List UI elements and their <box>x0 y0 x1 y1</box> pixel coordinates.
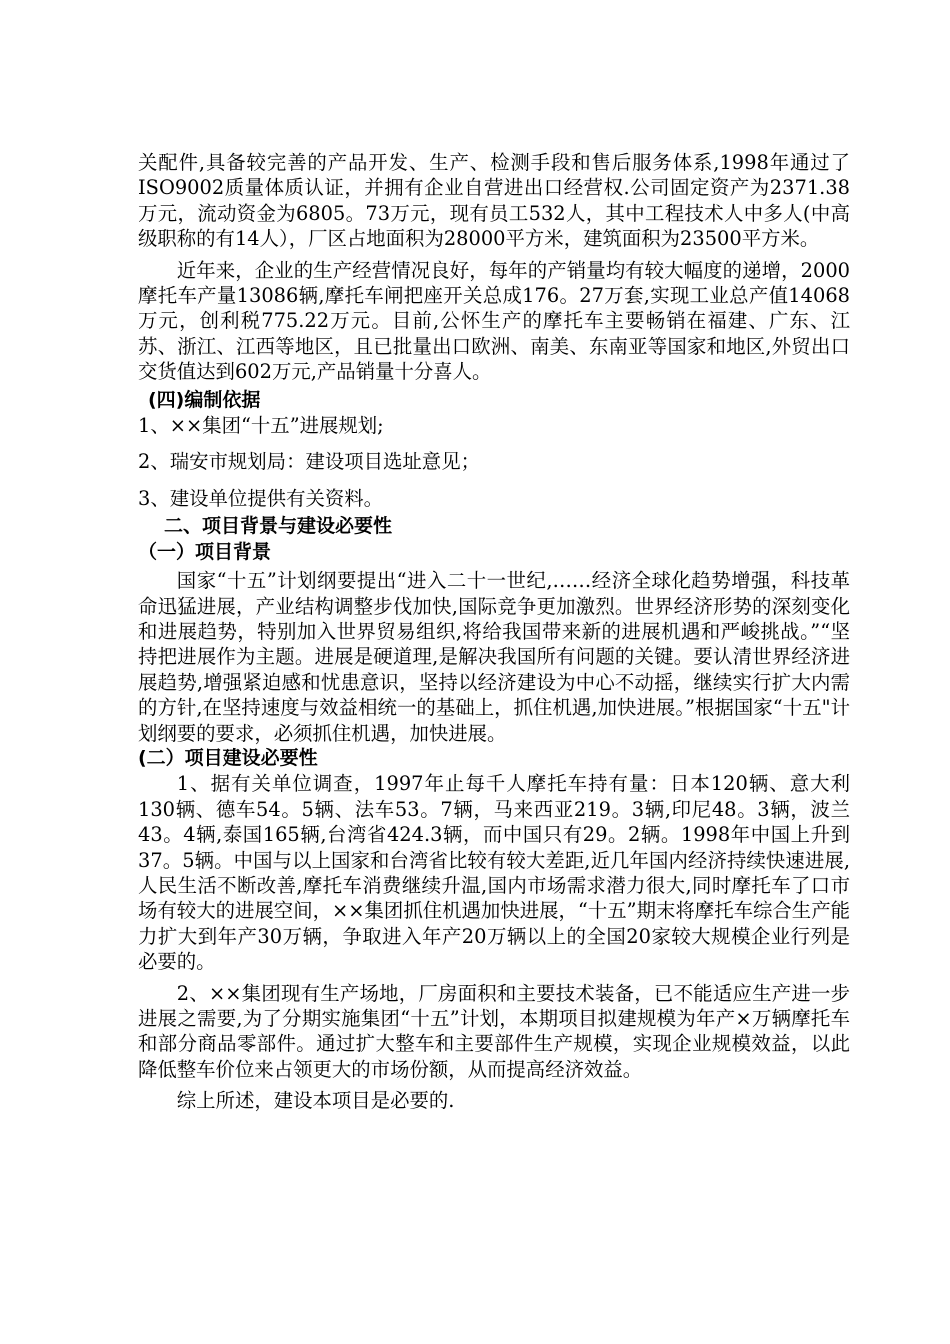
background-paragraph: 国家“十五”计划纲要提出“进入二十一世纪,……经济全球化趋势增强，科技革命迅猛进展，产业结构调整步伐加快,国际竞争更加激烈。世界经济形势的深刻变化和进展趋势，特别加入世界贸易组织,将给我国带来新的进展机遇和严峻挑战。”“坚持把进展作为主题。进展是硬道理,是解决我国所有问题的关键。要认清世界经济进展趋势,增强紧迫感和忧患意识，坚持以经济建设为中心不动摇，继续实行扩大内需的方针,在坚持速度与效益相统一的基础上，抓住机遇,加快进展。”根据国家“十五"计划纲要的要求，必须抓住机遇，加快进展。 <box>138 569 850 745</box>
basis-item-2: 2、瑞安市规划局：建设项目选址意见； <box>138 450 480 474</box>
basis-item-1: 1、××集团“十五”进展规划; <box>138 414 384 438</box>
necessity-heading: (二）项目建设必要性 <box>138 746 318 769</box>
basis-heading: (四)编制依据 <box>148 388 261 411</box>
conclusion-paragraph: 综上所述，建设本项目是必要的. <box>176 1089 455 1113</box>
basis-item-3: 3、建设单位提供有关资料。 <box>138 486 384 510</box>
document-page <box>138 150 850 1114</box>
background-heading: （一）项目背景 <box>138 540 272 563</box>
company-profile-paragraph: 关配件,具备较完善的产品开发、生产、检测手段和售后服务体系,1998年通过了ISO9002质量体质认证，并拥有企业自营进出口经营权.公司固定资产为2371.38万元，流动资金为6805。73万元，现有员工532人，其中工程技术人中多人(中高级职称的有14人），厂区占地面积为28000平方米，建筑面积为23500平方米。 <box>138 151 850 251</box>
recent-operations-paragraph: 近年来，企业的生产经营情况良好，每年的产销量均有较大幅度的递增，2000摩托车产量13086辆,摩托车闸把座开关总成176。27万套,实现工业总产值14068万元，创利税775.22万元。目前,公怀生产的摩托车主要畅销在福建、广东、江苏、浙江、江西等地区，且已批量出口欧洲、南美、东南亚等国家和地区,外贸出口交货值达到602万元,产品销量十分喜人。 <box>138 258 850 384</box>
necessity-paragraph-2: 2、××集团现有生产场地，厂房面积和主要技术装备，已不能适应生产进一步进展之需要,为了分期实施集团“十五”计划，本期项目拟建规模为年产×万辆摩托车和部分商品零部件。通过扩大整车和主要部件生产规模，实现企业规模效益，以此降低整车价位来占领更大的市场份额，从而提高经济效益。 <box>138 981 850 1081</box>
section-2-heading: 二、项目背景与建设必要性 <box>164 515 393 538</box>
necessity-paragraph-1: 1、据有关单位调查，1997年止每千人摩托车持有量：日本120辆、意大利130辆、德车54。5辆、法车53。7辆，马来西亚219。3辆,印尼48。3辆，波兰43。4辆,泰国165辆,台湾省424.3辆，而中国只有29。2辆。1998年中国上升到37。5辆。中国与以上国家和台湾省比较有较大差距,近几年国内经济持续快速进展,人民生活不断改善,摩托车消费继续升温,国内市场需求潜力很大,同时摩托车了口市场有较大的进展空间，××集团抓住机遇加快进展，“十五”期末将摩托车综合生产能力扩大到年产30万辆，争取进入年产20万辆以上的全国20家较大规模企业行列是必要的。 <box>138 772 850 974</box>
